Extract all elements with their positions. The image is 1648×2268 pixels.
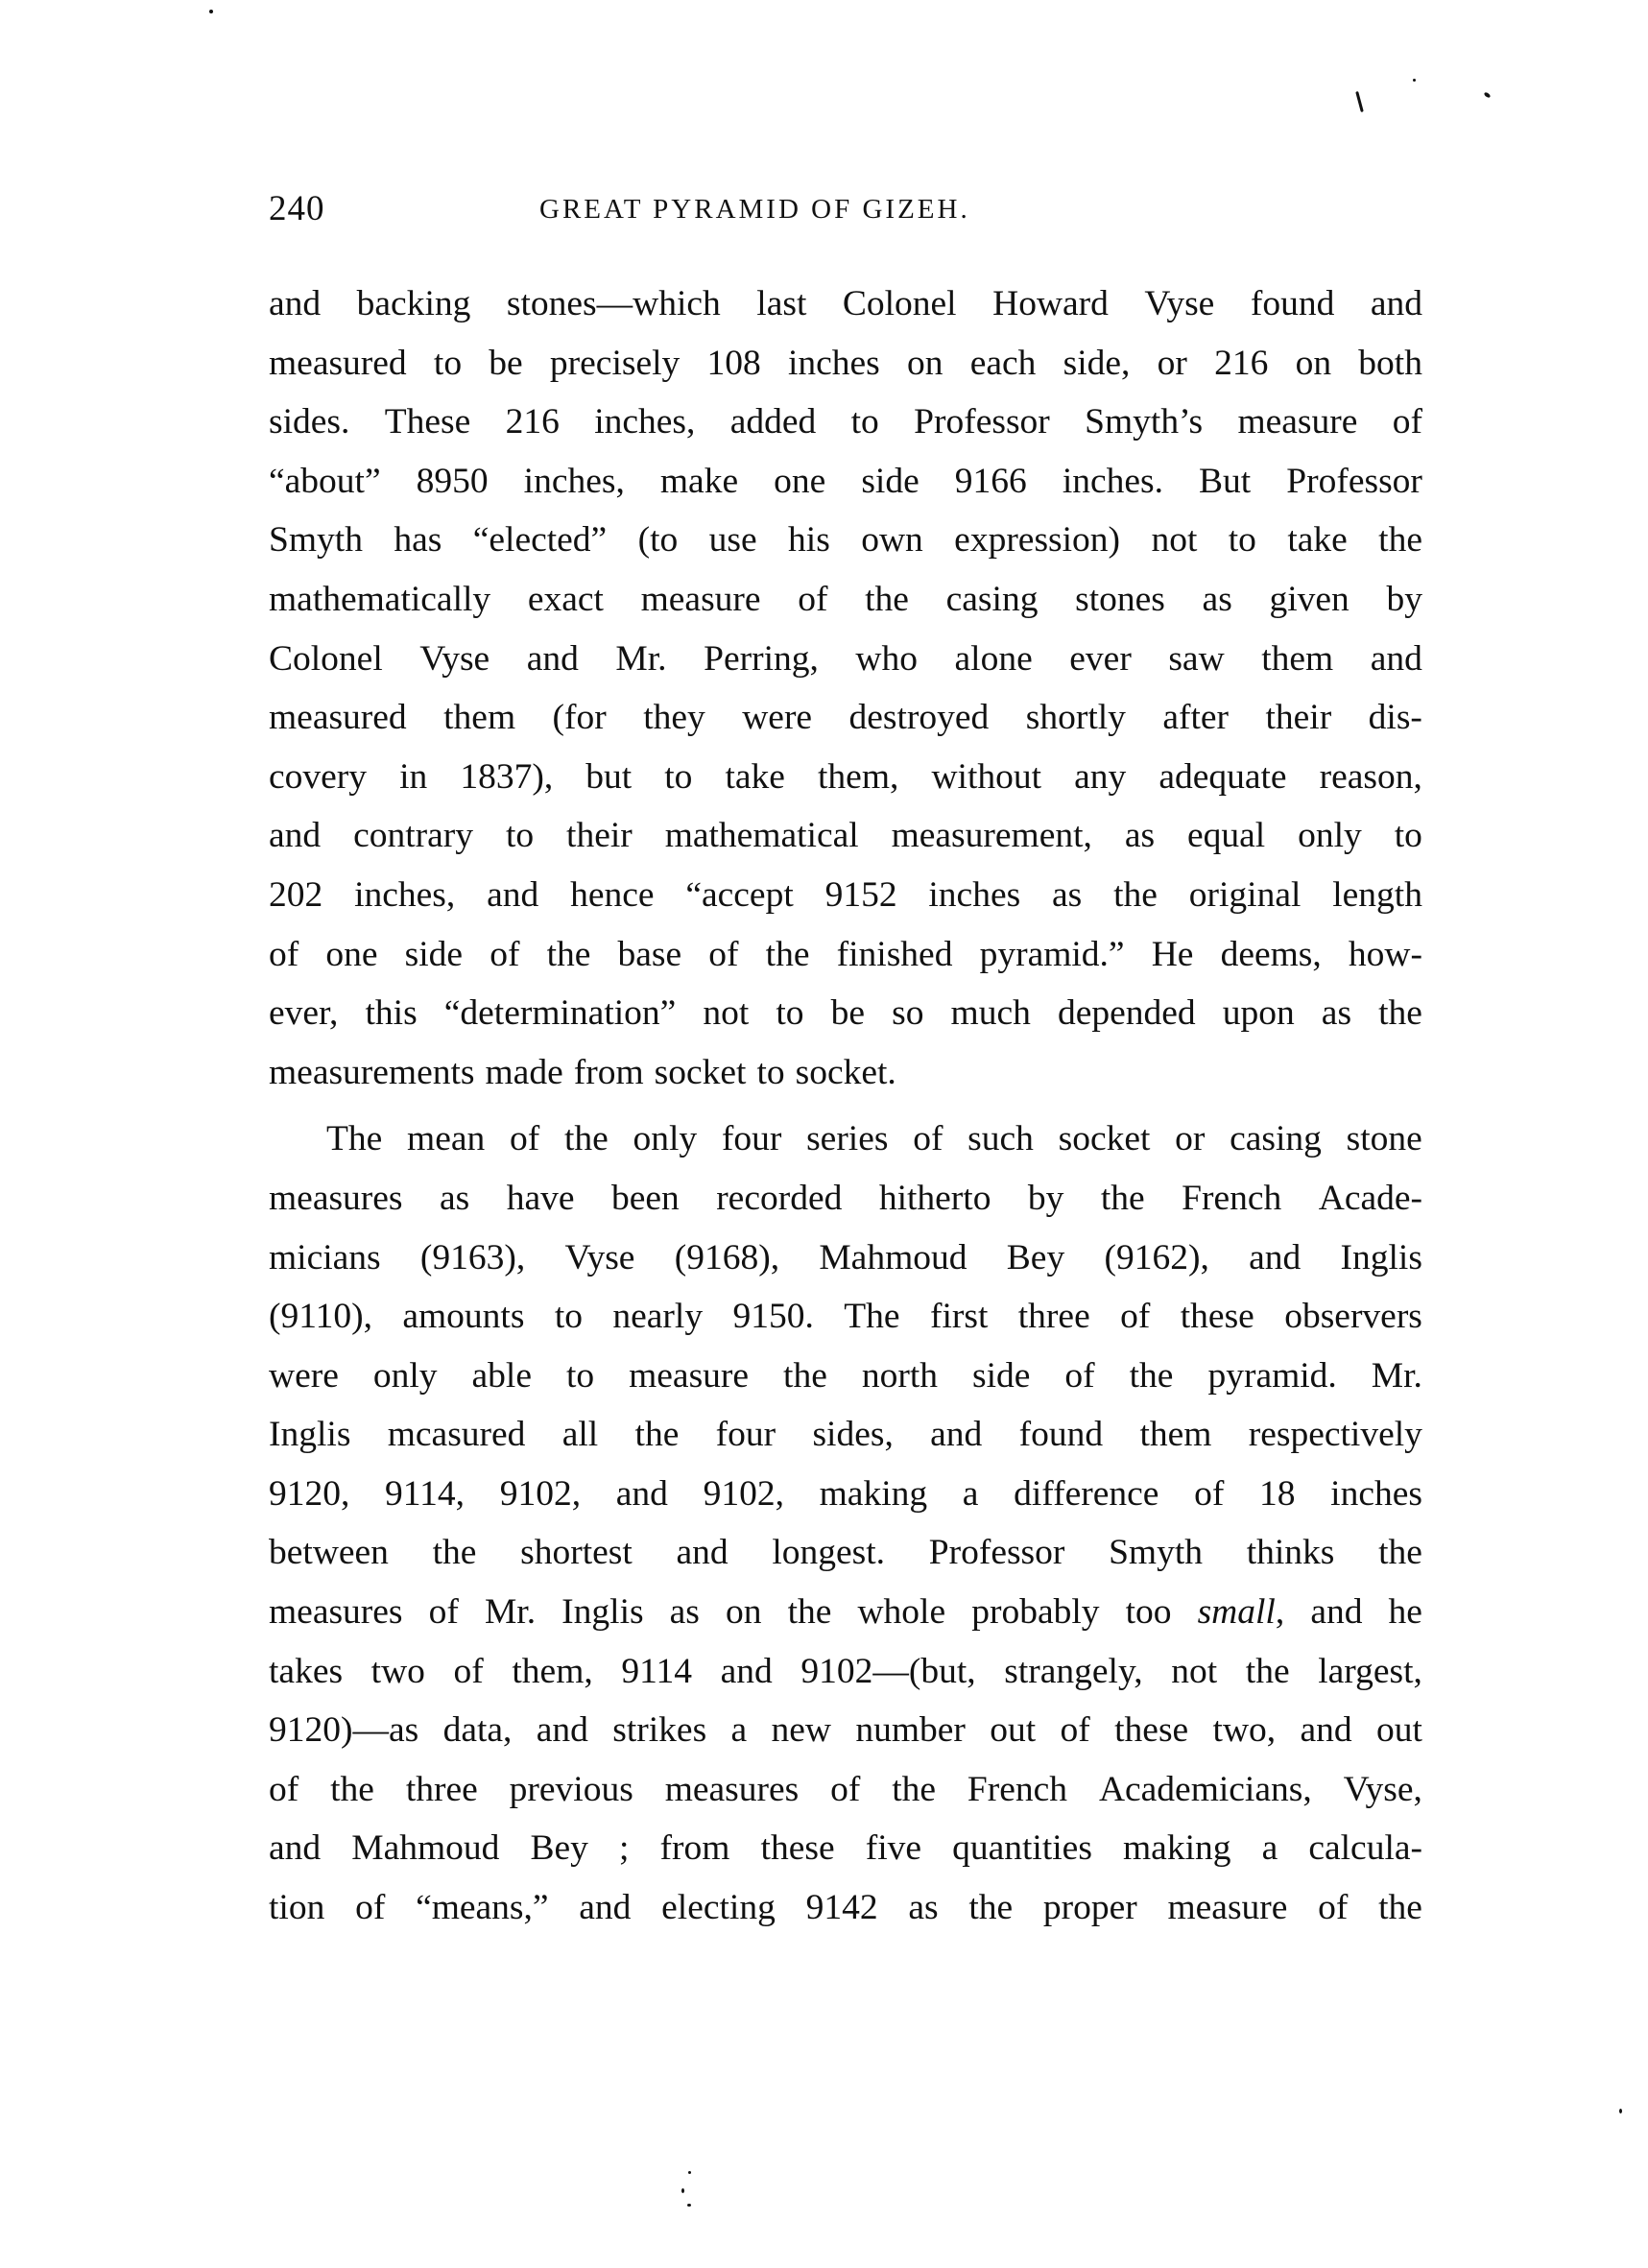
text-line: measured them (for they were destroyed shortly after their dis- [269,698,1422,738]
scan-speck [1619,2109,1622,2113]
text-line: 202 inches, and hence “accept 9152 inches as the original length [269,874,1422,915]
paragraph [269,275,1422,1102]
text-line: and backing stones—which last Colonel Howard Vyse found and [269,284,1422,323]
text-line: Inglis mcasured all the four sides, and found them respectively [269,1415,1422,1455]
scan-speck [688,2171,691,2174]
paragraph [269,1110,1422,1937]
text-line: sides. These 216 inches, added to Professor Smyth’s measure of [269,402,1422,442]
text-line: measures as have been recorded hitherto by the French Acade- [269,1178,1422,1218]
scan-speck [1413,79,1416,82]
text-line: between the shortest and longest. Professor Smyth thinks the [269,1533,1422,1573]
running-head: GREAT PYRAMID OF GIZEH. [539,194,970,225]
scan-speck [687,2204,691,2207]
scan-speck [1355,91,1364,112]
scan-speck [1483,91,1491,98]
page-header [269,188,1421,236]
page-number: 240 [269,189,325,228]
text-line: 9120, 9114, 9102, and 9102, making a difference of 18 inches [269,1473,1422,1514]
scan-speck [209,10,213,13]
text-line: The mean of the only four series of such socket or casing stone [326,1119,1422,1159]
text-line: takes two of them, 9114 and 9102—(but, strangely, not the largest, [269,1651,1422,1691]
text-line: ever, this “determination” not to be so much depended upon as the [269,993,1422,1034]
text-line: Smyth has “elected” (to use his own expression) not to take the [269,520,1422,561]
text-line: and Mahmoud Bey ; from these five quantities making a calcula- [269,1828,1422,1869]
text-line: (9110), amounts to nearly 9150. The first three of these observers [269,1297,1422,1337]
text-line: measures of Mr. Inglis as on the whole probably too small, and he [269,1592,1422,1633]
text-line: of the three previous measures of the French Academicians, Vyse, [269,1769,1422,1809]
paragraph-gap [269,1102,1422,1110]
text-line: mathematically exact measure of the casing stones as given by [269,579,1422,619]
text-line: 9120)—as data, and strikes a new number out of these two, and out [269,1710,1422,1751]
text-line: measurements made from socket to socket. [269,1052,896,1092]
text-line: tion of “means,” and electing 9142 as the proper measure of the [269,1888,1422,1928]
text-line: of one side of the base of the finished pyramid.” He deems, how- [269,934,1422,974]
text-line: were only able to measure the north side of the pyramid. Mr. [269,1355,1422,1396]
text-line: measured to be precisely 108 inches on each side, or 216 on both [269,343,1422,383]
text-line: Colonel Vyse and Mr. Perring, who alone ever saw them and [269,638,1422,679]
text-line: “about” 8950 inches, make one side 9166 inches. But Professor [269,461,1422,501]
scan-speck [681,2188,684,2193]
body-text [269,275,1422,1938]
text-line: and contrary to their mathematical measurement, as equal only to [269,816,1422,856]
text-line: covery in 1837), but to take them, without any adequate reason, [269,756,1422,797]
text-line: micians (9163), Vyse (9168), Mahmoud Bey (9162), and Inglis [269,1237,1422,1277]
